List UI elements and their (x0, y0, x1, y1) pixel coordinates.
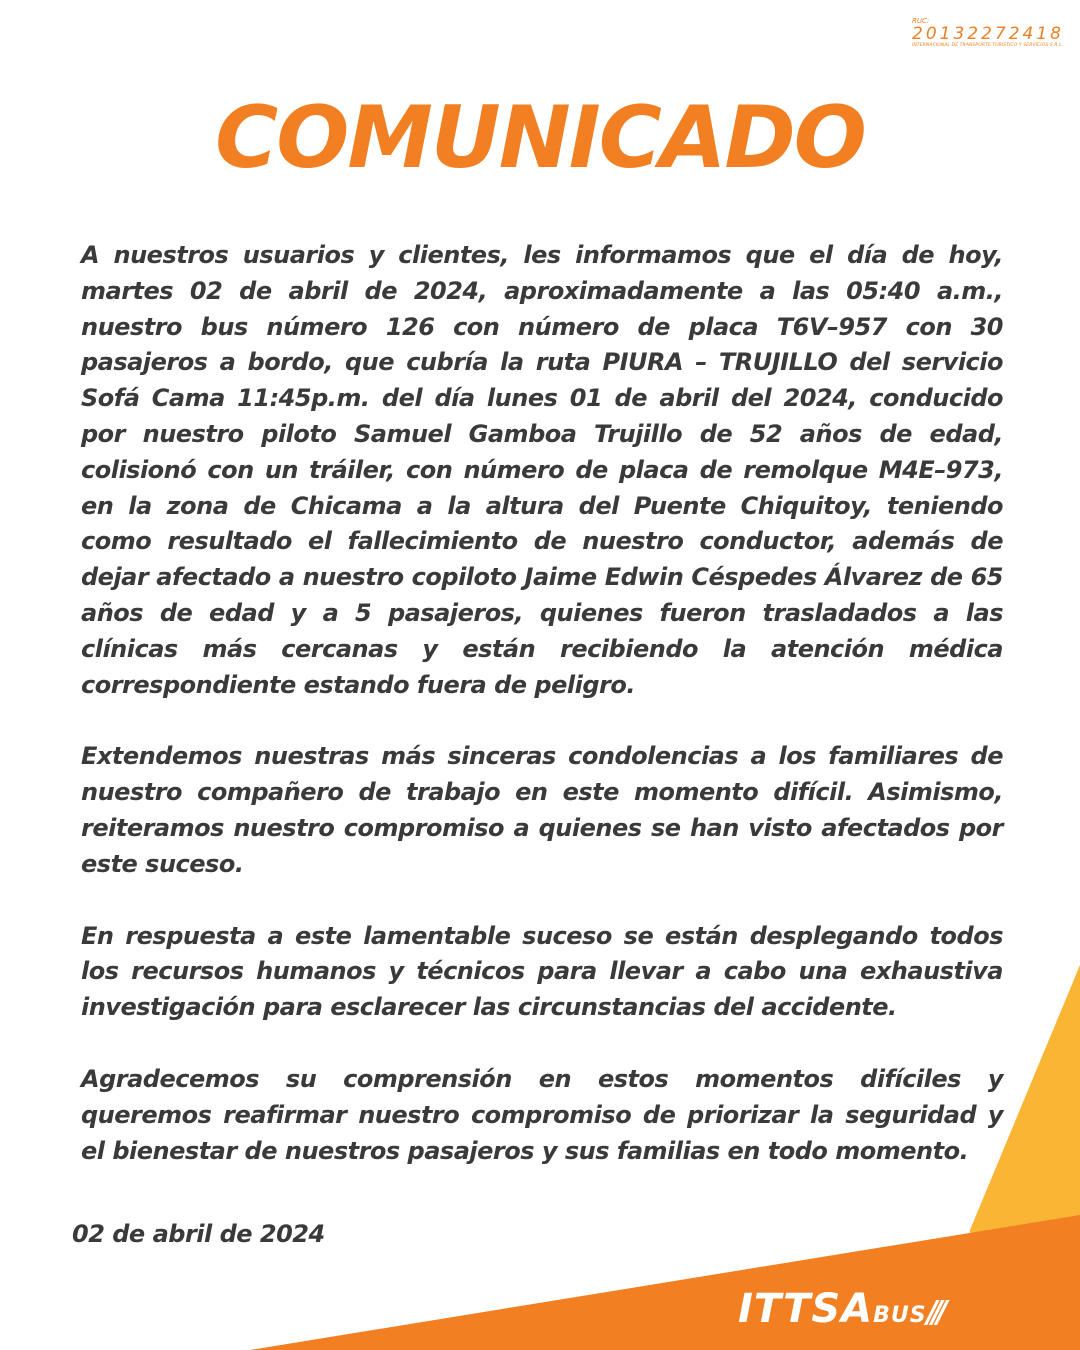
logo-sub: BUS (873, 1303, 927, 1328)
paragraph-investigation: En respuesta a este lamentable suceso se están desplegando todos los recursos humanos y técnicos para llevar a cabo una exhaustiva investigación para esclarecer las circunstancias del accidente. (81, 921, 1003, 1022)
page-title: COMUNICADO (215, 88, 865, 188)
paragraph-condolences: Extendemos nuestras más sinceras condolencias a los familiares de nuestro compañero de trabajo en este momento difícil. Asimismo, reiteramos nuestro compromiso a quienes se han visto afectados por este suceso. (81, 742, 1003, 878)
ittsa-bus-logo (738, 1286, 1048, 1330)
ruc-label: RUC: (912, 17, 930, 25)
ruc-company-name: INTERNACIONAL DE TRANSPORTE TURISTICO Y SERVICIOS S.R.L. (912, 43, 1064, 48)
logo-brand: ITTSA (738, 1286, 874, 1332)
logo-slashes: /// (926, 1295, 942, 1330)
statement-date: 02 de abril de 2024 (72, 1220, 325, 1248)
paragraph-gratitude: Agradecemos su comprensión en estos momentos difíciles y queremos reafirmar nuestro compromiso de priorizar la seguridad y el bienestar de nuestros pasajeros y sus familias en todo momento. (81, 1064, 1003, 1165)
ruc-number: 20132272418 (912, 24, 1064, 44)
paragraph-incident: A nuestros usuarios y clientes, les informamos que el día de hoy, martes 02 de abril de 2024, aproximadamente a las 05:40 a.m., nuestro bus número 126 con número de placa T6V–957 con 30 pasajeros a bordo, que cubría la ruta PIURA – TRUJILLO del servicio Sofá Cama 11:45p.m. del día lunes 01 de abril del 2024, conducido por nuestro piloto Samuel Gamboa Trujillo de 52 años de edad, colisionó con un tráiler, con número de placa de remolque M4E–973, en la zona de Chicama a la altura del Puente Chiquitoy, teniendo como resultado el fallecimiento de nuestro conductor, además de dejar afectado a nuestro copiloto Jaime Edwin Céspedes Álvarez de 65 años de edad y a 5 pasajeros, quienes fueron trasladados a las clínicas más cercanas y están recibiendo la atención médica correspondiente estando fuera de peligro. (81, 241, 1003, 699)
